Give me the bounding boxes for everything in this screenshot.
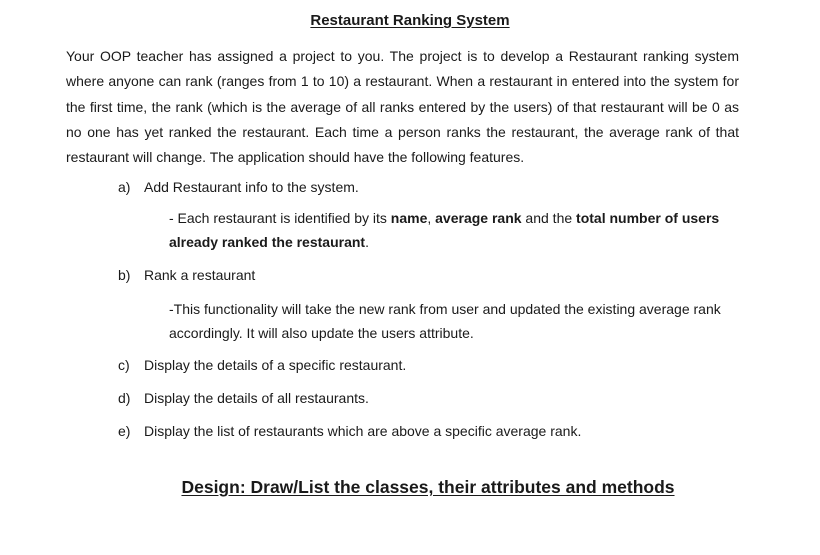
feature-c	[118, 355, 406, 375]
feature-b-letter: b)	[118, 267, 131, 283]
feature-d	[118, 388, 369, 408]
feature-c-letter: c)	[118, 357, 130, 373]
feature-b-detail: -This functionality will take the new rank from user and updated the existing average rank accordingly. It will also update the users attribute.	[169, 301, 721, 341]
feature-b	[118, 265, 255, 285]
detail-text: and the	[521, 210, 577, 226]
detail-text: .	[365, 234, 369, 250]
feature-e-text: Display the list of restaurants which are above a specific average rank.	[144, 423, 582, 439]
design-heading: Design: Draw/List the classes, their attributes and methods	[181, 477, 675, 497]
feature-a-detail	[169, 206, 744, 254]
feature-d-letter: d)	[118, 390, 131, 406]
feature-d-text: Display the details of all restaurants.	[144, 390, 369, 406]
detail-bold-name: name	[390, 210, 428, 226]
intro-paragraph: Your OOP teacher has assigned a project to you. The project is to develop a Restaurant ranking system where anyone can rank (ranges from 1 to 10) a restaurant. When a restaurant in entered into the system for the first time, the rank (which is the average of all ranks entered by the users) of that restaurant will be 0 as no one has yet ranked the restaurant. Each time a person ranks the restaurant, the average rank of that restaurant will change. The application should have the following features.	[66, 48, 739, 166]
feature-a	[118, 177, 359, 197]
detail-text: - Each restaurant is identified by its	[169, 210, 391, 226]
feature-a-text: Add Restaurant info to the system.	[144, 179, 359, 195]
detail-text: ,	[427, 210, 436, 226]
document-title: Restaurant Ranking System	[310, 12, 510, 29]
feature-e	[118, 421, 581, 441]
feature-b-text: Rank a restaurant	[144, 267, 256, 283]
feature-a-letter: a)	[118, 179, 131, 195]
feature-e-letter: e)	[118, 423, 131, 439]
detail-bold-total-users: total number of users already ranked the restaurant	[169, 210, 720, 250]
detail-bold-average-rank: average rank	[435, 210, 522, 226]
feature-c-text: Display the details of a specific restaurant.	[144, 357, 407, 373]
